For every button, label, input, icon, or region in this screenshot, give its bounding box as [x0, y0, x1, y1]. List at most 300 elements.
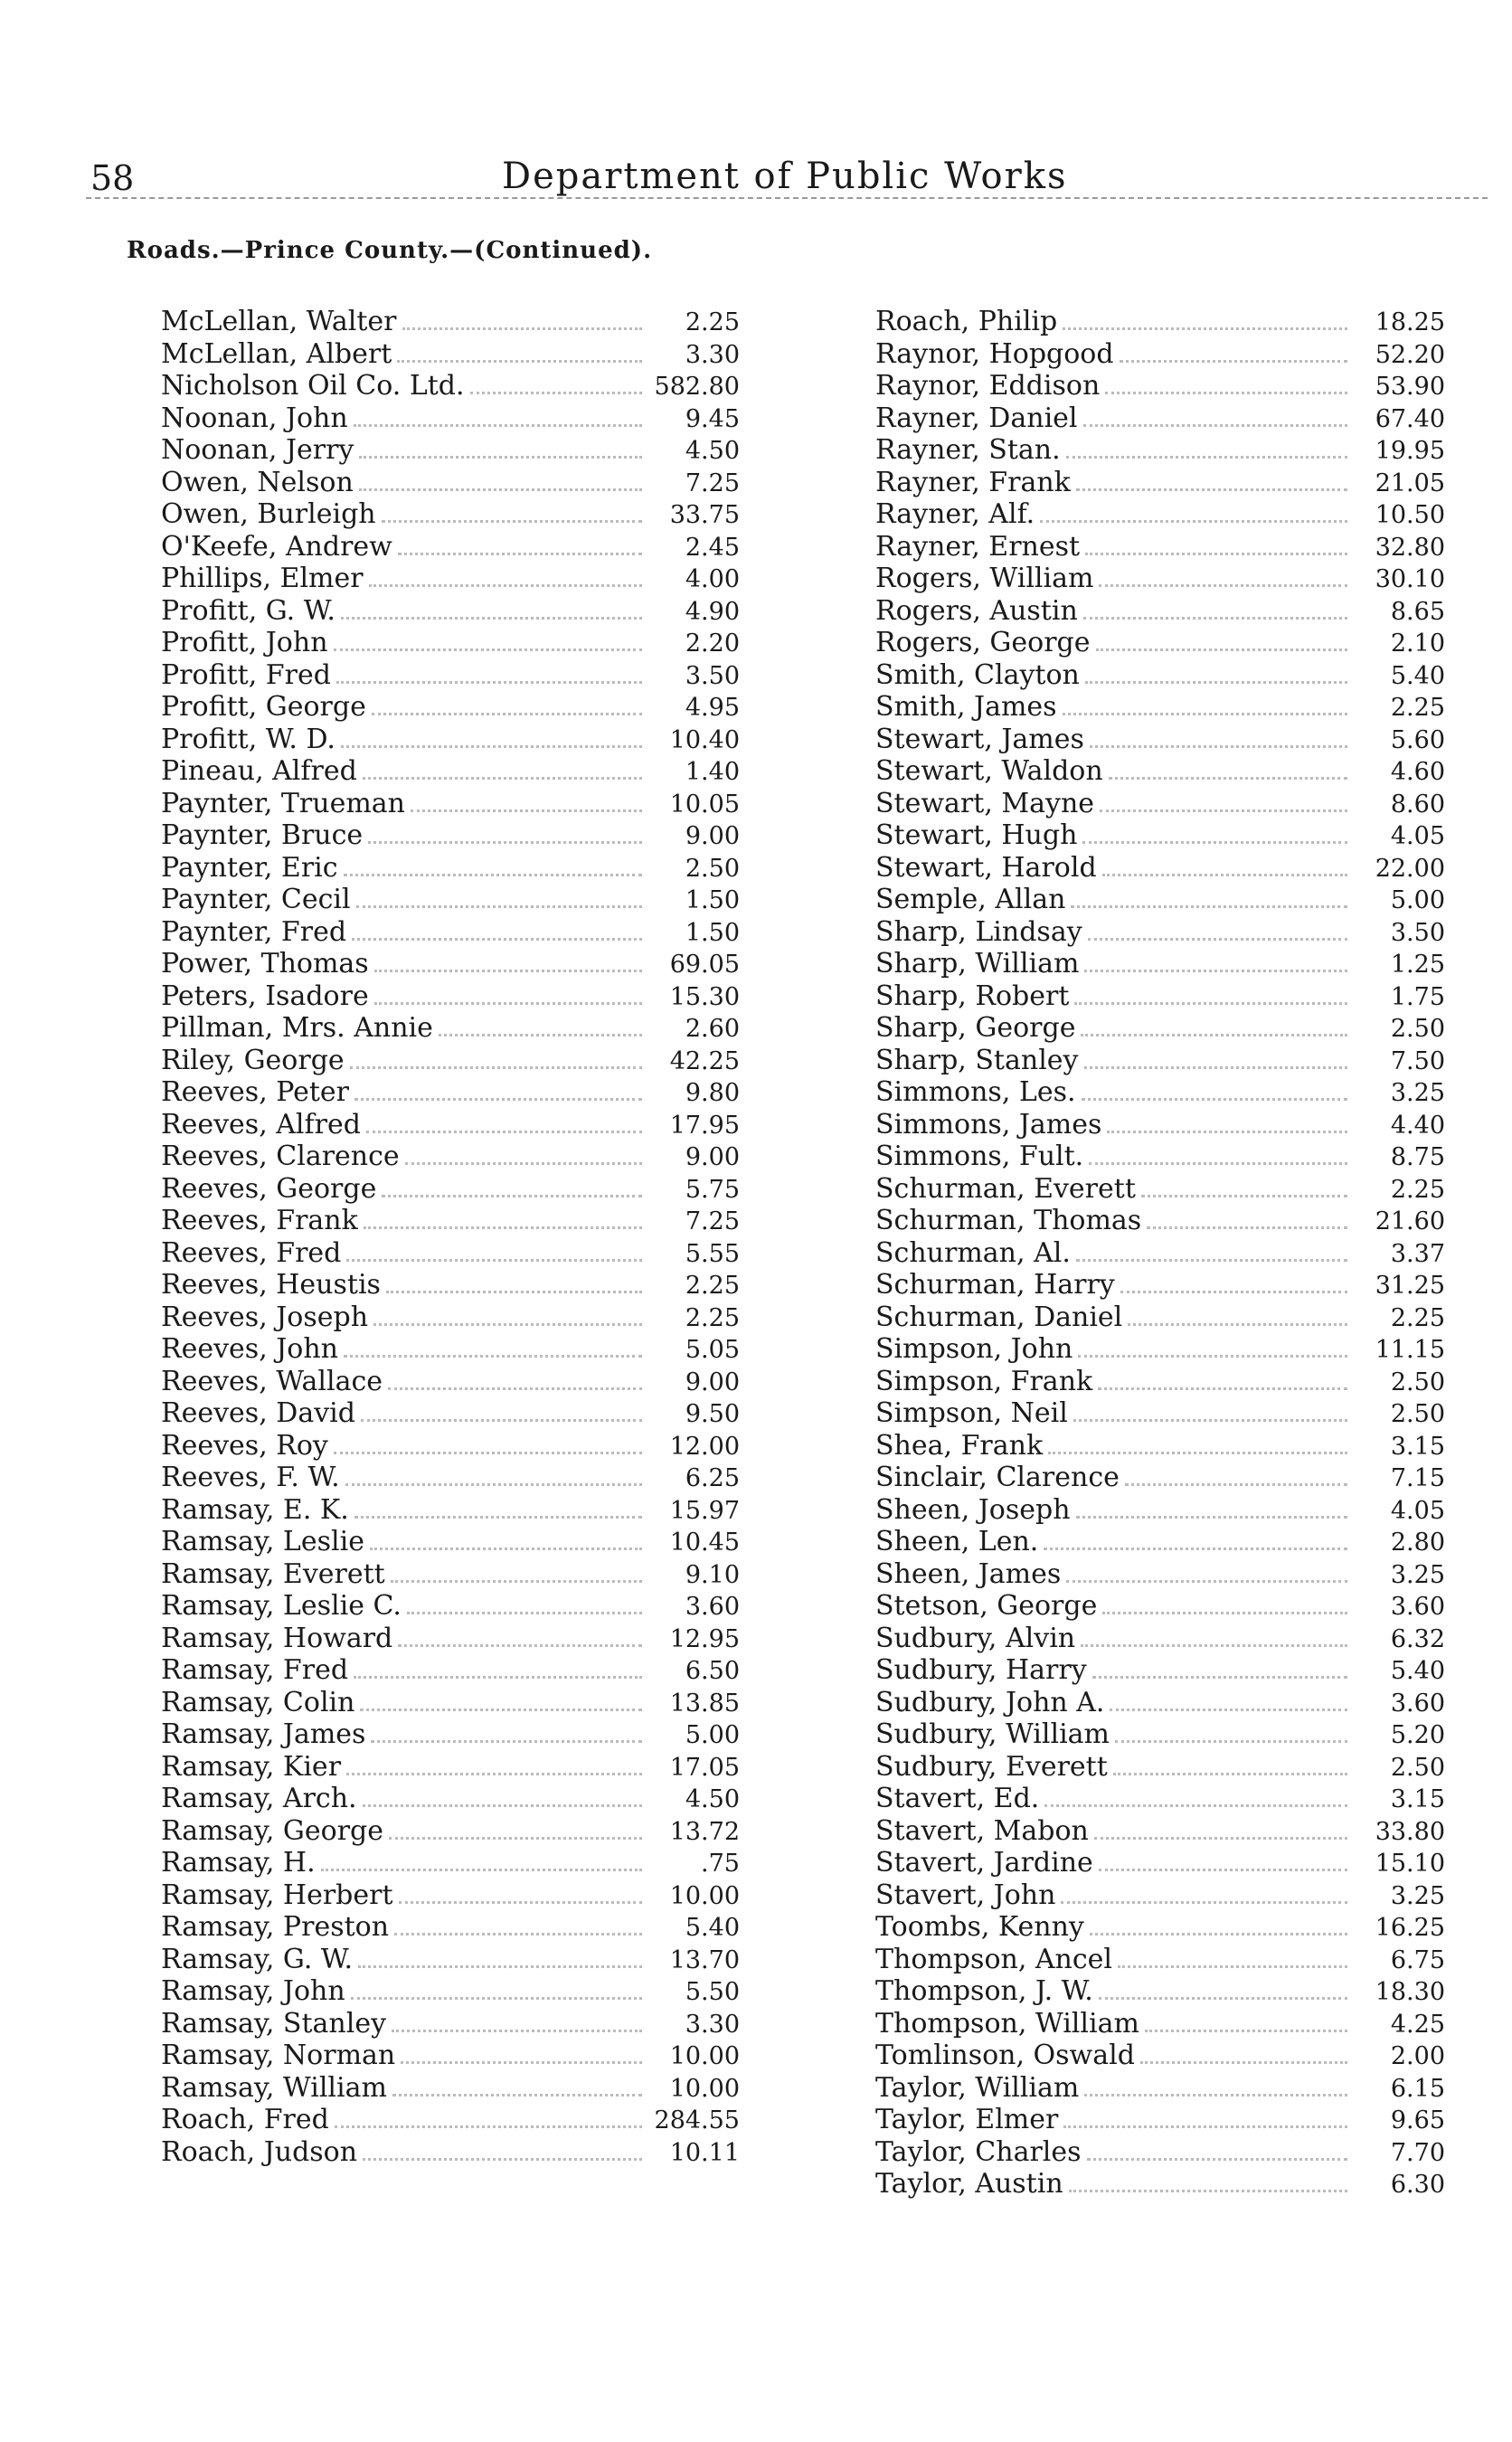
dot-leader — [402, 327, 642, 330]
list-item — [161, 1494, 740, 1527]
amount: 3.15 — [1390, 1432, 1445, 1461]
dot-leader — [411, 809, 642, 812]
payee-name: Reeves, Alfred — [161, 1108, 361, 1141]
payee-name: Sharp, Lindsay — [875, 915, 1082, 948]
list-item — [161, 1366, 740, 1398]
payee-name: Reeves, Joseph — [161, 1301, 369, 1333]
dot-leader — [1076, 488, 1347, 491]
dot-leader — [374, 970, 642, 972]
amount: 9.50 — [685, 1400, 740, 1428]
list-item — [875, 2072, 1445, 2105]
payee-name: Sheen, James — [875, 1557, 1062, 1590]
amount: 4.50 — [685, 1785, 740, 1813]
amount: 31.25 — [1375, 1272, 1445, 1300]
amount: 2.20 — [685, 629, 740, 658]
amount: 5.40 — [1390, 661, 1445, 690]
list-item — [161, 948, 740, 980]
payee-name: Sudbury, Alvin — [875, 1622, 1076, 1654]
dot-leader — [1118, 1965, 1347, 1968]
payee-name: Ramsay, Fred — [161, 1654, 349, 1686]
amount: 9.65 — [1390, 2106, 1445, 2134]
list-item — [161, 1975, 740, 2008]
payee-name: Schurman, Daniel — [875, 1301, 1123, 1333]
dot-leader — [371, 1740, 642, 1743]
dot-leader — [341, 617, 642, 620]
list-item — [875, 2168, 1445, 2201]
payee-name: Schurman, Al. — [875, 1236, 1071, 1269]
payee-name: Rayner, Alf. — [875, 498, 1035, 530]
dot-leader — [1107, 1131, 1347, 1133]
amount: 9.45 — [685, 404, 740, 433]
dot-leader — [382, 520, 642, 523]
list-item — [161, 755, 740, 788]
payee-name: Ramsay, Leslie C. — [161, 1590, 402, 1622]
amount: 7.25 — [685, 469, 740, 497]
payee-name: Profitt, W. D. — [161, 723, 335, 755]
list-item — [875, 370, 1445, 402]
payee-name: Reeves, Peter — [161, 1076, 350, 1108]
dot-leader — [364, 1226, 642, 1229]
list-item — [161, 338, 740, 371]
payee-name: Stavert, Mabon — [875, 1814, 1089, 1847]
list-item — [875, 1333, 1445, 1366]
amount: 3.15 — [1390, 1785, 1445, 1813]
payee-name: Stavert, Ed. — [875, 1783, 1040, 1814]
amount: 10.00 — [669, 2042, 740, 2070]
dot-leader — [1090, 1933, 1347, 1936]
dot-leader — [1083, 424, 1347, 427]
amount: 4.95 — [685, 694, 740, 722]
amount: 2.45 — [685, 533, 740, 562]
header-divider — [86, 197, 1488, 199]
list-item — [161, 1944, 740, 1976]
list-item — [875, 1590, 1445, 1623]
dot-leader — [392, 2030, 642, 2032]
list-item — [875, 434, 1445, 467]
amount: 8.75 — [1390, 1143, 1445, 1171]
list-item — [875, 467, 1445, 499]
dot-leader — [1088, 938, 1347, 941]
dot-leader — [405, 1162, 642, 1165]
dot-leader — [439, 1034, 642, 1036]
dot-leader — [1110, 1708, 1347, 1711]
amount: 67.40 — [1375, 404, 1445, 433]
list-item — [161, 1045, 740, 1077]
amount: 2.25 — [685, 1303, 740, 1332]
payee-name: Reeves, F. W. — [161, 1462, 340, 1493]
dot-leader — [341, 745, 642, 748]
amount: 7.50 — [1390, 1046, 1445, 1075]
amount: 4.60 — [1390, 758, 1445, 786]
list-item — [875, 595, 1445, 628]
amount: 8.65 — [1390, 597, 1445, 626]
dot-leader — [346, 1259, 642, 1262]
list-item — [875, 1462, 1445, 1494]
dot-leader — [399, 1901, 642, 1904]
payee-name: Sheen, Len. — [875, 1526, 1039, 1557]
amount: 10.45 — [669, 1529, 740, 1557]
dot-leader — [360, 1708, 642, 1711]
list-item — [875, 1109, 1445, 1141]
list-item — [875, 1687, 1445, 1719]
payee-name: Taylor, Elmer — [875, 2104, 1059, 2135]
payee-name: Profitt, G. W. — [161, 594, 335, 627]
payee-name: Stewart, Mayne — [875, 787, 1095, 819]
amount: 69.05 — [669, 951, 740, 979]
dot-leader — [1109, 777, 1347, 780]
dot-leader — [1087, 2158, 1347, 2161]
amount: 30.10 — [1375, 565, 1445, 593]
payee-name: Simmons, Fult. — [875, 1141, 1084, 1172]
dot-leader — [351, 1997, 642, 2000]
list-item — [161, 1654, 740, 1687]
amount: 32.80 — [1375, 533, 1445, 562]
dot-leader — [358, 1965, 642, 1968]
payee-name: Paynter, Cecil — [161, 884, 351, 915]
list-item — [161, 1333, 740, 1366]
payee-name: Rayner, Frank — [875, 466, 1071, 498]
amount: 4.50 — [685, 437, 740, 465]
amount: 18.30 — [1375, 1978, 1445, 2006]
payee-name: Smith, Clayton — [875, 658, 1080, 691]
amount: 2.25 — [685, 308, 740, 336]
dot-leader — [345, 1483, 642, 1486]
payee-name: Paynter, Eric — [161, 851, 338, 884]
payee-name: Pineau, Alfred — [161, 755, 357, 787]
amount: 5.20 — [1390, 1721, 1445, 1749]
dot-leader — [1096, 648, 1348, 651]
list-item — [875, 1494, 1445, 1527]
amount: 33.80 — [1375, 1817, 1445, 1846]
list-item — [875, 1654, 1445, 1687]
list-item — [161, 980, 740, 1013]
list-item — [875, 1269, 1445, 1301]
amount: 1.40 — [685, 758, 740, 786]
list-item — [161, 1590, 740, 1623]
amount: 15.10 — [1375, 1850, 1445, 1878]
list-item — [875, 1045, 1445, 1077]
list-item — [875, 2040, 1445, 2072]
list-item — [161, 306, 740, 338]
dot-leader — [336, 681, 642, 684]
list-item — [875, 2008, 1445, 2040]
list-item — [875, 1173, 1445, 1206]
payee-name: Thompson, J. W. — [875, 1975, 1093, 2007]
list-item — [875, 1847, 1445, 1879]
dot-leader — [346, 1773, 642, 1775]
amount: 1.50 — [685, 918, 740, 947]
amount: 13.85 — [669, 1689, 740, 1718]
dot-leader — [1081, 1034, 1347, 1036]
list-item — [161, 2040, 740, 2072]
payee-name: Noonan, Jerry — [161, 434, 354, 466]
list-item — [875, 498, 1445, 531]
right-column — [875, 306, 1445, 2201]
list-item — [161, 1718, 740, 1751]
amount: 3.30 — [685, 340, 740, 369]
dot-leader — [392, 2094, 642, 2097]
amount: 33.75 — [669, 501, 740, 529]
list-item — [875, 1815, 1445, 1848]
amount: 5.00 — [685, 1721, 740, 1749]
amount: 3.60 — [1390, 1593, 1445, 1621]
dot-leader — [359, 488, 642, 491]
list-item — [161, 2072, 740, 2105]
amount: 2.25 — [1390, 694, 1445, 722]
amount: 1.25 — [1390, 951, 1445, 979]
dot-leader — [354, 1098, 642, 1101]
amount: 6.32 — [1390, 1624, 1445, 1653]
dot-leader — [368, 841, 642, 844]
amount: 4.90 — [685, 597, 740, 626]
amount: 2.00 — [1390, 2042, 1445, 2070]
dot-leader — [344, 874, 642, 876]
list-item — [161, 659, 740, 692]
payee-name: Ramsay, H. — [161, 1847, 316, 1879]
payee-name: Semple, Allan — [875, 884, 1066, 915]
list-item — [161, 627, 740, 659]
amount: 7.15 — [1390, 1464, 1445, 1492]
amount: 1.50 — [685, 886, 740, 914]
dot-leader — [1063, 2125, 1347, 2128]
amount: 17.95 — [669, 1111, 740, 1140]
dot-leader — [373, 1323, 642, 1326]
list-item — [161, 2008, 740, 2040]
amount: 3.60 — [685, 1593, 740, 1621]
payee-name: Ramsay, Kier — [161, 1750, 342, 1783]
payee-name: Shea, Frank — [875, 1429, 1044, 1462]
dot-leader — [1085, 553, 1347, 555]
list-item — [875, 724, 1445, 756]
amount: 4.00 — [685, 565, 740, 593]
payee-name: Reeves, Wallace — [161, 1365, 383, 1397]
dot-leader — [1071, 905, 1347, 908]
payee-name: Profitt, John — [161, 627, 328, 658]
list-item — [161, 2136, 740, 2169]
dot-leader — [366, 1131, 642, 1133]
payee-name: Stewart, Waldon — [875, 755, 1103, 787]
dot-leader — [1113, 1773, 1347, 1775]
list-item — [161, 691, 740, 724]
list-item — [875, 1366, 1445, 1398]
payee-name: Stavert, Jardine — [875, 1847, 1093, 1879]
amount: 3.60 — [1390, 1689, 1445, 1718]
payee-name: Power, Thomas — [161, 948, 369, 980]
list-item — [875, 691, 1445, 724]
dot-leader — [1083, 617, 1347, 620]
list-item — [161, 916, 740, 949]
list-item — [161, 1879, 740, 1912]
payee-name: Sharp, Stanley — [875, 1044, 1079, 1076]
dot-leader — [1048, 1452, 1347, 1454]
amount: 3.25 — [1390, 1560, 1445, 1589]
dot-leader — [1061, 1901, 1347, 1904]
list-item — [161, 1237, 740, 1270]
dot-leader — [1066, 456, 1347, 459]
payee-name: Pillman, Mrs. Annie — [161, 1012, 433, 1044]
dot-leader — [350, 1066, 642, 1069]
dot-leader — [1141, 1195, 1347, 1197]
dot-leader — [1092, 1676, 1347, 1679]
list-item — [161, 1751, 740, 1784]
payee-name: Simpson, Frank — [875, 1365, 1093, 1397]
list-item — [161, 788, 740, 820]
amount: 10.11 — [669, 2138, 740, 2167]
list-item — [161, 1205, 740, 1237]
payee-name: McLellan, Albert — [161, 337, 392, 370]
dot-leader — [1084, 2094, 1347, 2097]
dot-leader — [1094, 1837, 1347, 1840]
payee-name: Phillips, Elmer — [161, 563, 364, 594]
payee-name: Rayner, Stan. — [875, 434, 1061, 466]
payee-name: Thompson, William — [875, 2007, 1139, 2040]
dot-leader — [1120, 1291, 1347, 1293]
amount: 9.00 — [685, 1368, 740, 1396]
dot-leader — [1099, 584, 1347, 587]
payee-name: Sudbury, William — [875, 1718, 1110, 1750]
amount: 6.75 — [1390, 1945, 1445, 1974]
amount: 5.40 — [685, 1914, 740, 1942]
amount: 3.30 — [685, 2010, 740, 2039]
list-item — [161, 1269, 740, 1301]
list-item — [875, 531, 1445, 563]
amount: 9.00 — [685, 822, 740, 850]
amount: .75 — [701, 1850, 740, 1878]
section-heading: Roads.—Prince County.—(Continued). — [127, 237, 653, 264]
payee-name: Stavert, John — [875, 1879, 1056, 1911]
amount: 1.75 — [1390, 982, 1445, 1011]
dot-leader — [1140, 2061, 1347, 2064]
amount: 22.00 — [1375, 854, 1445, 883]
dot-leader — [344, 1355, 642, 1358]
payee-name: Sharp, Robert — [875, 980, 1070, 1012]
list-item — [875, 1751, 1445, 1784]
list-item — [161, 884, 740, 916]
dot-leader — [334, 648, 642, 651]
list-item — [161, 1815, 740, 1848]
payee-name: Ramsay, Preston — [161, 1911, 390, 1943]
list-item — [875, 1718, 1445, 1751]
payee-name: Reeves, Roy — [161, 1429, 328, 1462]
dot-leader — [382, 1195, 642, 1197]
list-item — [875, 1879, 1445, 1912]
payee-name: Ramsay, William — [161, 2071, 387, 2104]
payee-name: Taylor, Charles — [875, 2135, 1082, 2168]
payee-name: Raynor, Hopgood — [875, 337, 1114, 370]
list-item — [161, 1076, 740, 1109]
payee-name: Rogers, George — [875, 627, 1091, 658]
amount: 5.55 — [685, 1239, 740, 1268]
list-item — [161, 1462, 740, 1494]
amount: 9.00 — [685, 1143, 740, 1171]
page-number: 58 — [90, 158, 135, 198]
dot-leader — [1120, 360, 1347, 363]
dot-leader — [1084, 970, 1347, 972]
list-item — [161, 1847, 740, 1879]
payee-name: Simmons, James — [875, 1108, 1102, 1141]
amount: 3.25 — [1390, 1881, 1445, 1910]
dot-leader — [1074, 1002, 1347, 1005]
dot-leader — [1076, 1259, 1347, 1262]
payee-name: Sudbury, John A. — [875, 1686, 1105, 1718]
amount: 5.75 — [685, 1175, 740, 1204]
list-item — [161, 2104, 740, 2136]
amount: 21.60 — [1375, 1207, 1445, 1235]
list-item — [161, 1397, 740, 1430]
payee-name: Rogers, Austin — [875, 594, 1078, 627]
payee-name: Reeves, Fred — [161, 1236, 342, 1269]
payee-name: Ramsay, James — [161, 1718, 366, 1750]
payee-name: Stewart, Harold — [875, 851, 1097, 884]
dot-leader — [1085, 681, 1347, 684]
payee-name: Reeves, David — [161, 1397, 355, 1429]
amount: 2.60 — [685, 1015, 740, 1043]
payee-name: Ramsay, Norman — [161, 2040, 396, 2071]
list-item — [875, 1301, 1445, 1334]
payee-name: Simpson, Neil — [875, 1397, 1068, 1429]
dot-leader — [397, 360, 642, 363]
list-item — [875, 2136, 1445, 2169]
dot-leader — [1102, 874, 1347, 876]
list-item — [161, 1687, 740, 1719]
list-item — [875, 1558, 1445, 1591]
payee-name: Ramsay, E. K. — [161, 1493, 349, 1526]
list-item — [161, 1012, 740, 1045]
list-item — [161, 563, 740, 595]
payee-name: Rayner, Daniel — [875, 402, 1078, 434]
payee-name: Sudbury, Harry — [875, 1654, 1087, 1686]
dot-leader — [1147, 1226, 1347, 1229]
dot-leader — [1073, 1419, 1347, 1422]
list-item — [875, 755, 1445, 788]
payee-name: Stetson, George — [875, 1590, 1098, 1622]
payee-name: McLellan, Walter — [161, 306, 397, 337]
list-item — [161, 1109, 740, 1141]
amount: 10.40 — [669, 725, 740, 754]
payee-name: Schurman, Thomas — [875, 1205, 1142, 1236]
payee-name: Roach, Fred — [161, 2104, 329, 2135]
dot-leader — [1066, 1580, 1347, 1583]
page-header — [0, 136, 1512, 198]
amount: 11.15 — [1375, 1336, 1445, 1364]
dot-leader — [1099, 1869, 1347, 1871]
amount: 9.80 — [685, 1079, 740, 1107]
left-column — [161, 306, 740, 2168]
list-item — [875, 306, 1445, 338]
payee-name: Ramsay, George — [161, 1814, 384, 1847]
amount: 2.80 — [1390, 1529, 1445, 1557]
amount: 15.97 — [669, 1496, 740, 1525]
list-item — [875, 1076, 1445, 1109]
payee-name: Taylor, William — [875, 2071, 1080, 2104]
payee-name: Reeves, Clarence — [161, 1141, 400, 1172]
payee-name: Sudbury, Everett — [875, 1750, 1108, 1783]
payee-name: Toombs, Kenny — [875, 1911, 1084, 1943]
list-item — [875, 788, 1445, 820]
dot-leader — [1099, 1997, 1347, 2000]
dot-leader — [354, 424, 642, 427]
payee-name: Taylor, Austin — [875, 2168, 1063, 2200]
payee-name: Reeves, George — [161, 1172, 377, 1205]
payee-name: Noonan, John — [161, 402, 348, 434]
dot-leader — [407, 1612, 642, 1614]
list-item — [875, 1141, 1445, 1173]
amount: 4.05 — [1390, 1496, 1445, 1525]
amount: 7.70 — [1390, 2138, 1445, 2167]
payee-name: Rogers, William — [875, 563, 1094, 594]
payee-name: Peters, Isadore — [161, 980, 369, 1012]
dot-leader — [1089, 1162, 1347, 1165]
